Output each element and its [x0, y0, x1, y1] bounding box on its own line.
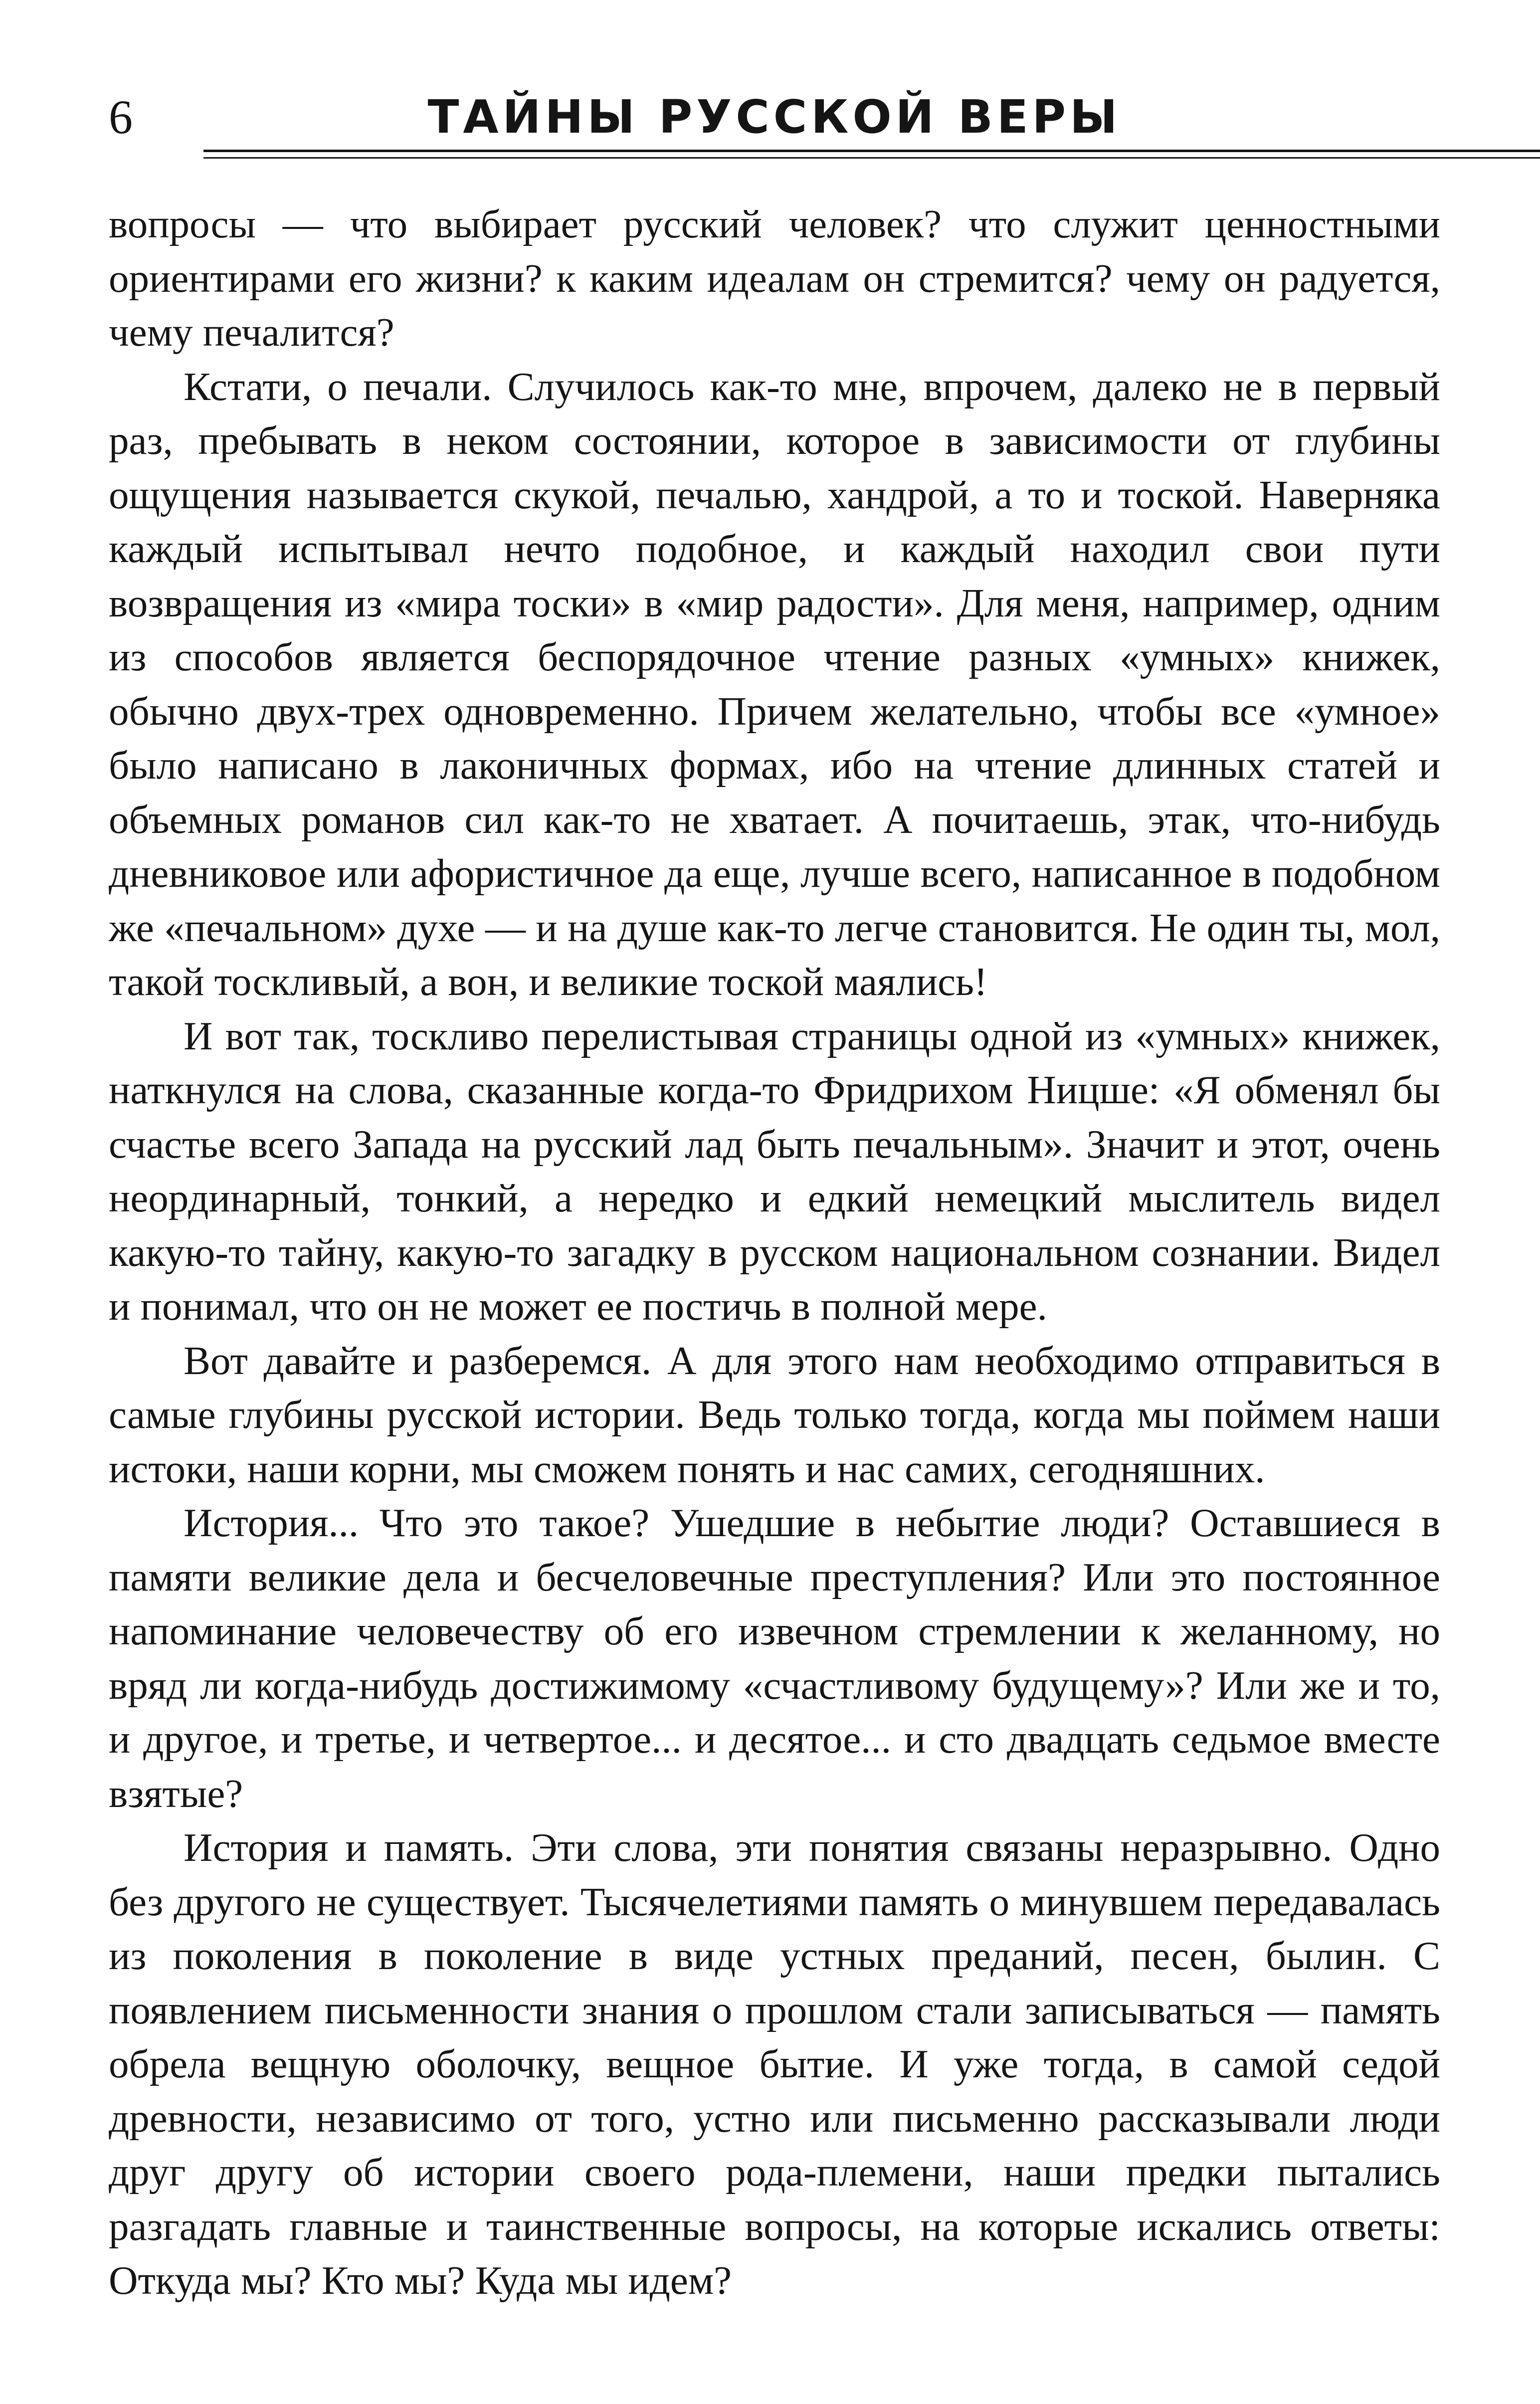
paragraph: История... Что это такое? Ушедшие в небытие люди? Оставшиеся в памяти великие дела и бесчеловечные преступления? Или это постоянное напоминание человечеству об его извечном стремлении к желанному, но вряд ли когда-нибудь достижимому «счастливому будущему»? Или же и то, и другое, и третье, и четвертое... и десятое... и сто двадцать седьмое вместе взятые? [109, 1500, 1440, 1816]
page-header [109, 85, 1440, 160]
page-number: 6 [109, 90, 133, 144]
header-rule [203, 150, 1540, 152]
body-text [109, 197, 1440, 2308]
header-rule-secondary [203, 157, 1540, 159]
running-title: ТАЙНЫ РУССКОЙ ВЕРЫ [427, 90, 1122, 144]
paragraph-continuation: вопросы — что выбирает русский человек? что служит ценностными ориентирами его жизни? к каким идеалам он стремится? чему он радуется, чему печалится? [109, 201, 1440, 355]
paragraph: Кстати, о печали. Случилось как-то мне, впрочем, далеко не в первый раз, пребывать в неком состоянии, которое в зависимости от глубины ощущения называется скукой, печалью, хандрой, а то и тоской. Наверняка каждый испытывал нечто подобное, и каждый находил свои пути возвращения из «мира тоски» в «мир радости». Для меня, например, одним из способов является беспорядочное чтение разных «умных» книжек, обычно двух-трех одновременно. Причем желательно, чтобы все «умное» было написано в лаконичных формах, ибо на чтение длинных статей и объемных романов сил как-то не хватает. А почитаешь, этак, что-нибудь дневниковое или афористичное да еще, лучше всего, написанное в подобном же «печальном» духе — и на душе как-то легче становится. Не один ты, мол, такой тоскливый, а вон, и великие тоской маялись! [109, 364, 1440, 1004]
paragraph: Вот давайте и разберемся. А для этого нам необходимо отправиться в самые глубины русской истории. Ведь только тогда, когда мы поймем наши истоки, наши корни, мы сможем понять и нас самих, сегодняшних. [109, 1338, 1440, 1491]
paragraph: И вот так, тоскливо перелистывая страницы одной из «умных» книжек, наткнулся на слова, сказанные когда-то Фридрихом Ницше: «Я обменял бы счастье всего Запада на русский лад быть печальным». Значит и этот, очень неординарный, тонкий, а нередко и едкий немецкий мыслитель видел какую-то тайну, какую-то загадку в русском национальном сознании. Видел и понимал, что он не может ее постичь в полной мере. [109, 1013, 1440, 1329]
paragraph: История и память. Эти слова, эти понятия связаны неразрывно. Одно без другого не существует. Тысячелетиями память о минувшем передавалась из поколения в поколение в виде устных преданий, песен, былин. С появлением письменности знания о прошлом стали записываться — память обрела вещную оболочку, вещное бытие. И уже тогда, в самой седой древности, независимо от того, устно или письменно рассказывали люди друг другу об истории своего рода-племени, наши предки пытались разгадать главные и таинственные вопросы, на которые искались ответы: Откуда мы? Кто мы? Куда мы идем? [109, 1825, 1440, 2303]
